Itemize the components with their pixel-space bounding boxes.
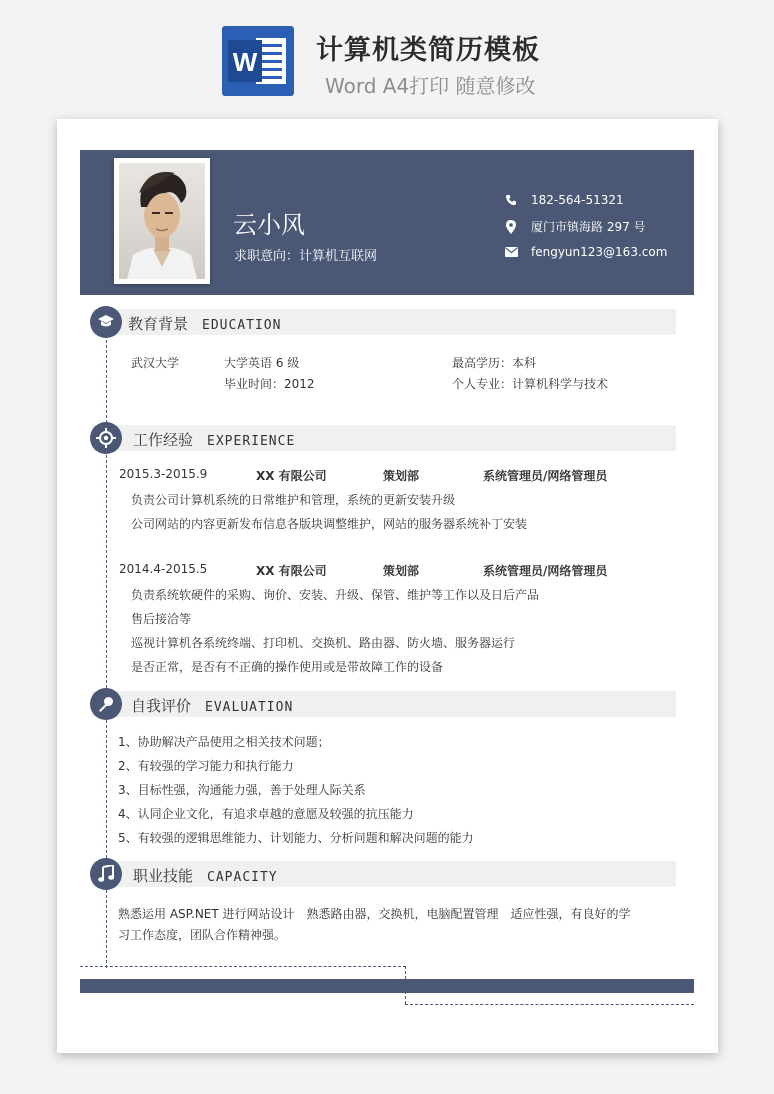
banner-title: 计算机类简历模板 — [316, 35, 540, 66]
address-text: 厦门市镇海路 297 号 — [531, 220, 646, 234]
candidate-name: 云小风 — [233, 211, 305, 239]
job2-duty: 是否正常，是否有不正确的操作使用或是带故障工作的设备 — [131, 660, 444, 674]
graduation-cap-icon — [90, 306, 122, 338]
evaluation-item: 4、认同企业文化，有追求卓越的意愿及较强的抗压能力 — [118, 807, 414, 821]
edu-english: 大学英语 6 级 — [224, 356, 300, 370]
location-pin-icon — [503, 220, 519, 234]
footer-bar — [80, 979, 694, 993]
job2-dept: 策划部 — [383, 564, 420, 578]
footer-dashed-line — [405, 1004, 694, 1005]
job2-role: 系统管理员/网络管理员 — [483, 564, 608, 578]
edu-degree: 最高学历：本科 — [452, 356, 537, 370]
experience-title — [133, 429, 295, 450]
phone-icon — [503, 193, 519, 207]
contact-email — [503, 245, 667, 259]
evaluation-item: 1、协助解决产品使用之相关技术问题； — [118, 735, 330, 749]
job2-period: 2014.4-2015.5 — [119, 562, 208, 576]
experience-title-en: EXPERIENCE — [207, 434, 296, 449]
evaluation-item: 2、有较强的学习能力和执行能力 — [118, 759, 294, 773]
job1-role: 系统管理员/网络管理员 — [483, 469, 608, 483]
profile-photo — [119, 163, 205, 279]
job2-duty: 售后接洽等 — [131, 612, 192, 626]
evaluation-title-cn: 自我评价 — [131, 697, 192, 715]
target-icon — [90, 422, 122, 454]
contact-address — [503, 218, 646, 235]
evaluation-item: 3、目标性强，沟通能力强，善于处理人际关系 — [118, 783, 366, 797]
skills-line: 习工作态度，团队合作精神强。 — [118, 928, 287, 942]
job-intent: 求职意向：计算机互联网 — [234, 249, 378, 264]
music-note-icon — [90, 858, 122, 890]
edu-school: 武汉大学 — [131, 356, 180, 370]
job1-company: XX 有限公司 — [256, 469, 327, 483]
job1-duty: 公司网站的内容更新发布信息各版块调整维护，网站的服务器系统补丁安装 — [131, 517, 528, 531]
job2-duty: 巡视计算机各系统终端、打印机、交换机、路由器、防火墙、服务器运行 — [131, 636, 516, 650]
evaluation-title — [131, 695, 293, 716]
skills-title-en: CAPACITY — [207, 870, 278, 885]
job2-company: XX 有限公司 — [256, 564, 327, 578]
education-title-en: EDUCATION — [202, 318, 282, 333]
skills-title — [133, 865, 278, 886]
job1-duty: 负责公司计算机系统的日常维护和管理，系统的更新安装升级 — [131, 493, 456, 507]
education-title — [128, 313, 281, 334]
edu-grad-time: 毕业时间：2012 — [224, 377, 315, 391]
phone-text: 182-564-51321 — [531, 193, 624, 207]
contact-phone — [503, 193, 624, 207]
microphone-icon — [90, 688, 122, 720]
skills-title-cn: 职业技能 — [133, 867, 194, 885]
footer-dashed-line — [80, 966, 406, 967]
edu-major: 个人专业：计算机科学与技术 — [452, 377, 609, 391]
job1-dept: 策划部 — [383, 469, 420, 483]
education-title-cn: 教育背景 — [128, 315, 189, 333]
word-logo-icon — [222, 26, 294, 96]
evaluation-title-en: EVALUATION — [205, 700, 294, 715]
banner-subtitle: Word A4打印 随意修改 — [325, 74, 536, 98]
email-text: fengyun123@163.com — [531, 245, 668, 259]
logo-letter: W — [232, 47, 258, 77]
job1-period: 2015.3-2015.9 — [119, 467, 208, 481]
skills-line: 熟悉运用 ASP.NET 进行网站设计 熟悉路由器，交换机，电脑配置管理 适应性强，有良好的学 — [118, 907, 631, 921]
experience-title-cn: 工作经验 — [133, 431, 194, 449]
evaluation-item: 5、有较强的逻辑思维能力、计划能力、分析问题和解决问题的能力 — [118, 831, 474, 845]
mail-icon — [503, 245, 519, 259]
job2-duty: 负责系统软硬件的采购、询价、安装、升级、保管、维护等工作以及日后产品 — [131, 588, 540, 602]
